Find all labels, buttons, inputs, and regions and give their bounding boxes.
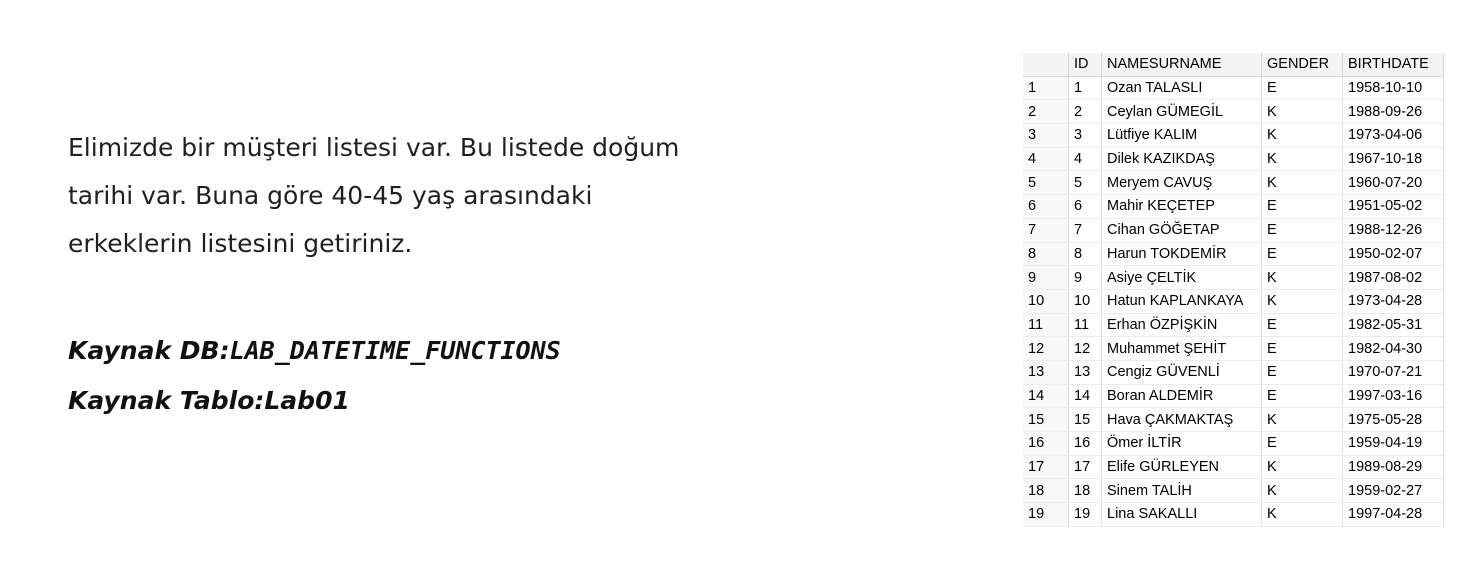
row-number-cell[interactable]: 16 [1023, 432, 1069, 456]
source-table-label: Kaynak Tablo: [68, 386, 265, 415]
namesurname-cell[interactable]: Hava ÇAKMAKTAŞ [1102, 408, 1262, 432]
table-row[interactable] [1023, 313, 1444, 337]
id-cell[interactable]: 17 [1069, 455, 1102, 479]
namesurname-cell[interactable]: Hatun KAPLANKAYA [1102, 289, 1262, 313]
table-row[interactable] [1023, 195, 1444, 219]
column-header-id[interactable]: ID [1069, 53, 1102, 76]
namesurname-cell[interactable]: Dilek KAZIKDAŞ [1102, 147, 1262, 171]
id-cell[interactable]: 9 [1069, 266, 1102, 290]
gender-cell[interactable]: K [1262, 289, 1343, 313]
table-row[interactable] [1023, 76, 1444, 100]
source-db-value: LAB_DATETIME_FUNCTIONS [229, 336, 561, 365]
table-row[interactable] [1023, 242, 1444, 266]
row-number-cell[interactable]: 11 [1023, 313, 1069, 337]
row-number-cell[interactable]: 19 [1023, 503, 1069, 527]
row-number-cell[interactable]: 3 [1023, 124, 1069, 148]
birthdate-cell[interactable]: 1989-08-29 [1343, 455, 1444, 479]
id-cell[interactable]: 18 [1069, 479, 1102, 503]
id-cell[interactable]: 3 [1069, 124, 1102, 148]
row-number-cell[interactable]: 6 [1023, 195, 1069, 219]
row-number-cell[interactable]: 17 [1023, 455, 1069, 479]
row-number-cell[interactable]: 13 [1023, 360, 1069, 384]
id-cell[interactable]: 19 [1069, 503, 1102, 527]
table-row[interactable] [1023, 408, 1444, 432]
namesurname-cell[interactable]: Meryem CAVUŞ [1102, 171, 1262, 195]
namesurname-cell[interactable]: Lina SAKALLI [1102, 503, 1262, 527]
gender-cell[interactable]: K [1262, 408, 1343, 432]
gender-cell[interactable]: E [1262, 360, 1343, 384]
gender-cell[interactable]: E [1262, 432, 1343, 456]
row-number-cell[interactable]: 10 [1023, 289, 1069, 313]
grid-body [1023, 76, 1444, 526]
namesurname-cell[interactable]: Lütfiye KALIM [1102, 124, 1262, 148]
birthdate-cell[interactable]: 1997-03-16 [1343, 384, 1444, 408]
row-number-cell[interactable]: 15 [1023, 408, 1069, 432]
birthdate-cell[interactable]: 1951-05-02 [1343, 195, 1444, 219]
id-cell[interactable]: 12 [1069, 337, 1102, 361]
row-number-cell[interactable]: 12 [1023, 337, 1069, 361]
table-row[interactable] [1023, 100, 1444, 124]
namesurname-cell[interactable]: Muhammet ŞEHİT [1102, 337, 1262, 361]
namesurname-cell[interactable]: Cengiz GÜVENLİ [1102, 360, 1262, 384]
id-cell[interactable]: 6 [1069, 195, 1102, 219]
gender-cell[interactable]: K [1262, 266, 1343, 290]
source-db [68, 326, 561, 376]
namesurname-cell[interactable]: Mahir KEÇETEP [1102, 195, 1262, 219]
table-row[interactable] [1023, 124, 1444, 148]
id-cell[interactable]: 8 [1069, 242, 1102, 266]
row-number-cell[interactable]: 9 [1023, 266, 1069, 290]
table-row[interactable] [1023, 147, 1444, 171]
description-line-2: tarihi var. Buna göre 40-45 yaş arasındaki [68, 181, 593, 210]
birthdate-cell[interactable]: 1970-07-21 [1343, 360, 1444, 384]
id-cell[interactable]: 15 [1069, 408, 1102, 432]
birthdate-cell[interactable]: 1988-09-26 [1343, 100, 1444, 124]
birthdate-cell[interactable]: 1988-12-26 [1343, 218, 1444, 242]
description-line-3: erkeklerin listesini getiriniz. [68, 229, 413, 258]
source-table-value: Lab01 [264, 386, 350, 415]
table-row[interactable] [1023, 479, 1444, 503]
namesurname-cell[interactable]: Harun TOKDEMİR [1102, 242, 1262, 266]
namesurname-cell[interactable]: Ozan TALASLI [1102, 76, 1262, 100]
table-row[interactable] [1023, 360, 1444, 384]
gender-cell[interactable]: K [1262, 124, 1343, 148]
gender-cell[interactable]: E [1262, 313, 1343, 337]
table-row[interactable] [1023, 455, 1444, 479]
id-cell[interactable]: 10 [1069, 289, 1102, 313]
gender-cell[interactable]: K [1262, 479, 1343, 503]
namesurname-cell[interactable]: Cihan GÖĞETAP [1102, 218, 1262, 242]
namesurname-cell[interactable]: Asiye ÇELTİK [1102, 266, 1262, 290]
column-header-gender[interactable]: GENDER [1262, 53, 1343, 76]
gender-cell[interactable]: K [1262, 455, 1343, 479]
gender-cell[interactable]: E [1262, 195, 1343, 219]
row-number-cell[interactable]: 2 [1023, 100, 1069, 124]
table-row[interactable] [1023, 289, 1444, 313]
row-number-cell[interactable]: 4 [1023, 147, 1069, 171]
birthdate-cell[interactable]: 1982-05-31 [1343, 313, 1444, 337]
namesurname-cell[interactable]: Sinem TALİH [1102, 479, 1262, 503]
results-grid[interactable] [1023, 53, 1446, 523]
birthdate-cell[interactable]: 1960-07-20 [1343, 171, 1444, 195]
birthdate-cell[interactable]: 1950-02-07 [1343, 242, 1444, 266]
table-row[interactable] [1023, 337, 1444, 361]
row-number-cell[interactable]: 8 [1023, 242, 1069, 266]
birthdate-cell[interactable]: 1959-04-19 [1343, 432, 1444, 456]
row-number-cell[interactable]: 7 [1023, 218, 1069, 242]
namesurname-cell[interactable]: Elife GÜRLEYEN [1102, 455, 1262, 479]
row-number-cell[interactable]: 18 [1023, 479, 1069, 503]
source-info [68, 326, 561, 426]
birthdate-cell[interactable]: 1975-05-28 [1343, 408, 1444, 432]
results-table [1023, 53, 1444, 527]
column-header-namesurname[interactable]: NAMESURNAME [1102, 53, 1262, 76]
gender-cell[interactable]: K [1262, 171, 1343, 195]
description-line-1: Elimizde bir müşteri listesi var. Bu listede doğum [68, 133, 680, 162]
birthdate-cell[interactable]: 1987-08-02 [1343, 266, 1444, 290]
table-row[interactable] [1023, 171, 1444, 195]
id-cell[interactable]: 13 [1069, 360, 1102, 384]
id-cell[interactable]: 11 [1069, 313, 1102, 337]
namesurname-cell[interactable]: Ömer İLTİR [1102, 432, 1262, 456]
namesurname-cell[interactable]: Ceylan GÜMEGİL [1102, 100, 1262, 124]
gender-cell[interactable]: K [1262, 503, 1343, 527]
gender-cell[interactable]: E [1262, 337, 1343, 361]
table-row[interactable] [1023, 266, 1444, 290]
birthdate-cell[interactable]: 1958-10-10 [1343, 76, 1444, 100]
birthdate-cell[interactable]: 1959-02-27 [1343, 479, 1444, 503]
table-row[interactable] [1023, 218, 1444, 242]
gender-cell[interactable]: E [1262, 242, 1343, 266]
birthdate-cell[interactable]: 1982-04-30 [1343, 337, 1444, 361]
column-header-birthdate[interactable]: BIRTHDATE [1343, 53, 1444, 76]
namesurname-cell[interactable]: Boran ALDEMİR [1102, 384, 1262, 408]
id-cell[interactable]: 16 [1069, 432, 1102, 456]
birthdate-cell[interactable]: 1997-04-28 [1343, 503, 1444, 527]
table-row[interactable] [1023, 503, 1444, 527]
source-table [68, 376, 561, 426]
birthdate-cell[interactable]: 1973-04-28 [1343, 289, 1444, 313]
id-cell[interactable]: 4 [1069, 147, 1102, 171]
gender-cell[interactable]: E [1262, 76, 1343, 100]
gender-cell[interactable]: E [1262, 218, 1343, 242]
id-cell[interactable]: 14 [1069, 384, 1102, 408]
gender-cell[interactable]: K [1262, 147, 1343, 171]
row-number-cell[interactable]: 5 [1023, 171, 1069, 195]
source-db-label: Kaynak DB: [68, 336, 230, 365]
header-row [1023, 53, 1444, 76]
table-row[interactable] [1023, 384, 1444, 408]
birthdate-cell[interactable]: 1973-04-06 [1343, 124, 1444, 148]
id-cell[interactable]: 7 [1069, 218, 1102, 242]
id-cell[interactable]: 5 [1069, 171, 1102, 195]
namesurname-cell[interactable]: Erhan ÖZPİŞKİN [1102, 313, 1262, 337]
row-number-cell[interactable]: 1 [1023, 76, 1069, 100]
birthdate-cell[interactable]: 1967-10-18 [1343, 147, 1444, 171]
gender-cell[interactable]: K [1262, 100, 1343, 124]
row-number-cell[interactable]: 14 [1023, 384, 1069, 408]
task-description [68, 124, 768, 268]
id-cell[interactable]: 1 [1069, 76, 1102, 100]
gender-cell[interactable]: E [1262, 384, 1343, 408]
table-row[interactable] [1023, 432, 1444, 456]
row-number-header[interactable] [1023, 53, 1069, 76]
id-cell[interactable]: 2 [1069, 100, 1102, 124]
